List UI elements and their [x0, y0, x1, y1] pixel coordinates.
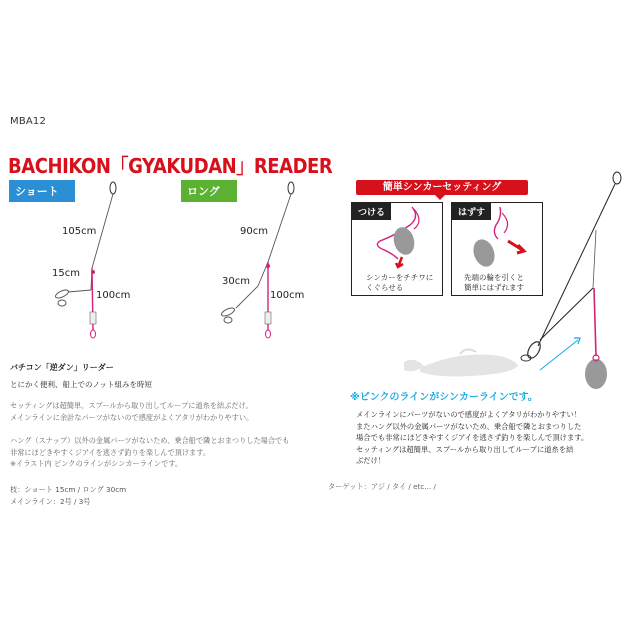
- para1-line: セッティングは超簡単、スプールから取り出してループに道糸を結ぶだけ。: [10, 401, 253, 410]
- sinker-setting-title: 簡単シンカーセッティング: [356, 180, 528, 195]
- pink-line-note: ※ピンクのラインがシンカーラインです。: [350, 392, 538, 403]
- product-title: BACHIKON「GYAKUDAN」READER: [8, 154, 333, 178]
- para2-line: ※イラスト内 ピンクのラインがシンカーラインです。: [10, 459, 183, 468]
- spec-branch: 枝：ショート 15cm / ロング 30cm: [10, 485, 127, 494]
- caption-subtitle: とにかく便利、船上でのノット組みを時短: [10, 380, 152, 389]
- spec-main-line: メインライン：2号 / 3号: [10, 496, 91, 506]
- right-description-line: セッティングは超簡単、スプールから取り出してループに道糸を結: [356, 444, 574, 454]
- right-description-line: メインラインにパーツがないので感度がよくアタリがわかりやすい！: [356, 410, 582, 419]
- para2-line: ハング（スナップ）以外の金属パーツがないため、乗合船で隣とおまつりした場合でも: [10, 436, 290, 445]
- attach-note-line: シンカーをチチワに: [366, 273, 434, 282]
- product-code: MBA12: [10, 116, 47, 127]
- long-badge: ロング: [181, 180, 237, 202]
- attach-tag: つける: [352, 203, 391, 220]
- caption-title: バチコン「逆ダン」リーダー: [10, 363, 114, 372]
- right-description-line: 場合でも非常にほどきやすくジアイを逃さず釣りを楽しんで頂けます。: [356, 433, 589, 442]
- short-branch-length: 15cm: [52, 268, 80, 279]
- detach-note-line: 簡単にはずれます: [464, 283, 524, 292]
- target-fish: ターゲット：アジ / タイ / etc... /: [328, 482, 436, 491]
- attach-note-line: くぐらせる: [366, 283, 404, 292]
- para2-line: 非常にほどきやすくジアイを逃さず釣りを楽しんで頂けます。: [10, 447, 211, 457]
- long-main-length: 90cm: [240, 226, 268, 237]
- short-total-length: 100cm: [96, 290, 131, 301]
- right-description: [356, 409, 588, 467]
- right-description-line: ぶだけ！: [356, 456, 386, 465]
- para1-line: メインラインに余計なパーツがないので感度がよくアタリがわかりやすい。: [10, 412, 254, 422]
- short-badge: ショート: [9, 180, 75, 202]
- right-description-line: またハング以外の金属パーツがないため、乗合船で隣とおまつりした: [356, 421, 582, 431]
- long-branch-length: 30cm: [222, 276, 250, 287]
- long-total-length: 100cm: [270, 290, 305, 301]
- detach-note-line: 先端の輪を引くと: [464, 273, 524, 282]
- detach-tag: はずす: [452, 203, 491, 220]
- short-main-length: 105cm: [62, 226, 97, 237]
